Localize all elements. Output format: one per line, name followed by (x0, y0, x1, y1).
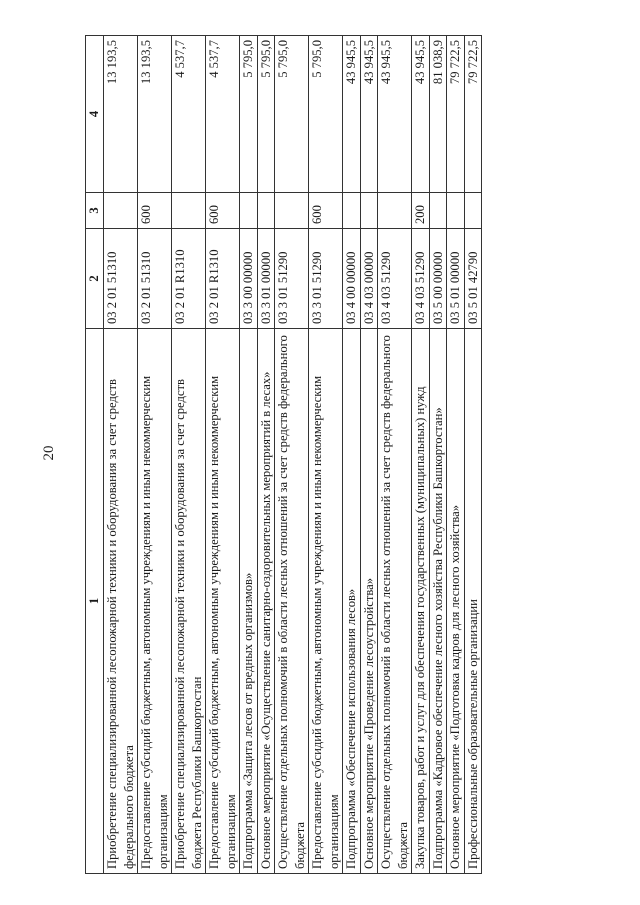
table-body (104, 36, 482, 874)
row-code: 03 3 00 00000 (240, 229, 258, 329)
rotated-table-container (85, 36, 565, 874)
row-name: Профессиональные образовательные организации (464, 329, 482, 874)
budget-table (85, 35, 482, 874)
row-code: 03 2 01 R1310 (206, 229, 240, 329)
row-name: Осуществление отдельных полномочий в области лесных отношений за счет средств федерального бюджета (275, 329, 309, 874)
row-name: Приобретение специализированной лесопожарной техники и оборудования за счет средств федерального бюджета (104, 329, 138, 874)
table-row (360, 36, 378, 874)
row-expense-type (257, 193, 275, 229)
row-amount: 4 537,7 (172, 36, 206, 193)
row-code: 03 2 01 51310 (138, 229, 172, 329)
row-name: Подпрограмма «Кадровое обеспечение лесного хозяйства Республики Башкортостан» (429, 329, 447, 874)
row-amount: 43 945,5 (378, 36, 412, 193)
table-row (240, 36, 258, 874)
row-code: 03 3 01 51290 (275, 229, 309, 329)
row-expense-type: 600 (309, 193, 343, 229)
row-amount: 5 795,0 (309, 36, 343, 193)
row-expense-type (360, 193, 378, 229)
row-name: Осуществление отдельных полномочий в области лесных отношений за счет средств федерального бюджета (378, 329, 412, 874)
row-expense-type (447, 193, 465, 229)
row-amount: 13 193,5 (104, 36, 138, 193)
row-name: Закупка товаров, работ и услуг для обеспечения государственных (муниципальных) нужд (412, 329, 430, 874)
row-amount: 43 945,5 (343, 36, 361, 193)
row-amount: 43 945,5 (360, 36, 378, 193)
row-amount: 79 722,5 (464, 36, 482, 193)
row-expense-type (429, 193, 447, 229)
row-expense-type (240, 193, 258, 229)
row-expense-type (464, 193, 482, 229)
row-name: Предоставление субсидий бюджетным, автономным учреждениям и иным некоммерческим организациям (206, 329, 240, 874)
table-row (412, 36, 430, 874)
row-code: 03 4 03 00000 (360, 229, 378, 329)
row-amount: 43 945,5 (412, 36, 430, 193)
header-col-1: 1 (86, 329, 104, 874)
table-row (343, 36, 361, 874)
header-col-2: 2 (86, 229, 104, 329)
row-name: Предоставление субсидий бюджетным, автономным учреждениям и иным некоммерческим организациям (309, 329, 343, 874)
table-row (309, 36, 343, 874)
row-amount: 81 038,9 (429, 36, 447, 193)
row-name: Предоставление субсидий бюджетным, автономным учреждениям и иным некоммерческим организациям (138, 329, 172, 874)
table-row (257, 36, 275, 874)
table-row (464, 36, 482, 874)
row-expense-type: 200 (412, 193, 430, 229)
table-row (447, 36, 465, 874)
row-code: 03 2 01 51310 (104, 229, 138, 329)
header-col-3: 3 (86, 193, 104, 229)
row-expense-type (343, 193, 361, 229)
row-code: 03 4 03 51290 (378, 229, 412, 329)
table-row (104, 36, 138, 874)
row-code: 03 4 00 00000 (343, 229, 361, 329)
table-row (206, 36, 240, 874)
row-expense-type (104, 193, 138, 229)
row-name: Подпрограмма «Обеспечение использования лесов» (343, 329, 361, 874)
table-row (378, 36, 412, 874)
table-row (429, 36, 447, 874)
row-amount: 13 193,5 (138, 36, 172, 193)
row-code: 03 4 03 51290 (412, 229, 430, 329)
header-row (86, 36, 104, 874)
table-row (138, 36, 172, 874)
row-name: Основное мероприятие «Проведение лесоустройства» (360, 329, 378, 874)
row-expense-type: 600 (206, 193, 240, 229)
row-name: Подпрограмма «Защита лесов от вредных организмов» (240, 329, 258, 874)
row-amount: 5 795,0 (240, 36, 258, 193)
row-expense-type (378, 193, 412, 229)
row-name: Приобретение специализированной лесопожарной техники и оборудования за счет средств бюджета Республики Башкортостан (172, 329, 206, 874)
row-amount: 5 795,0 (257, 36, 275, 193)
row-name: Основное мероприятие «Осуществление санитарно-оздоровительных мероприятий в лесах» (257, 329, 275, 874)
table-header (86, 36, 104, 874)
row-expense-type (275, 193, 309, 229)
row-code: 03 5 00 00000 (429, 229, 447, 329)
row-code: 03 2 01 R1310 (172, 229, 206, 329)
row-amount: 4 537,7 (206, 36, 240, 193)
row-amount: 79 722,5 (447, 36, 465, 193)
row-code: 03 3 01 51290 (309, 229, 343, 329)
row-amount: 5 795,0 (275, 36, 309, 193)
page-number: 20 (41, 445, 57, 461)
header-col-4: 4 (86, 36, 104, 193)
row-name: Основное мероприятие «Подготовка кадров для лесного хозяйства» (447, 329, 465, 874)
table-row (275, 36, 309, 874)
row-code: 03 5 01 00000 (447, 229, 465, 329)
row-code: 03 5 01 42790 (464, 229, 482, 329)
row-expense-type (172, 193, 206, 229)
table-row (172, 36, 206, 874)
row-expense-type: 600 (138, 193, 172, 229)
row-code: 03 3 01 00000 (257, 229, 275, 329)
